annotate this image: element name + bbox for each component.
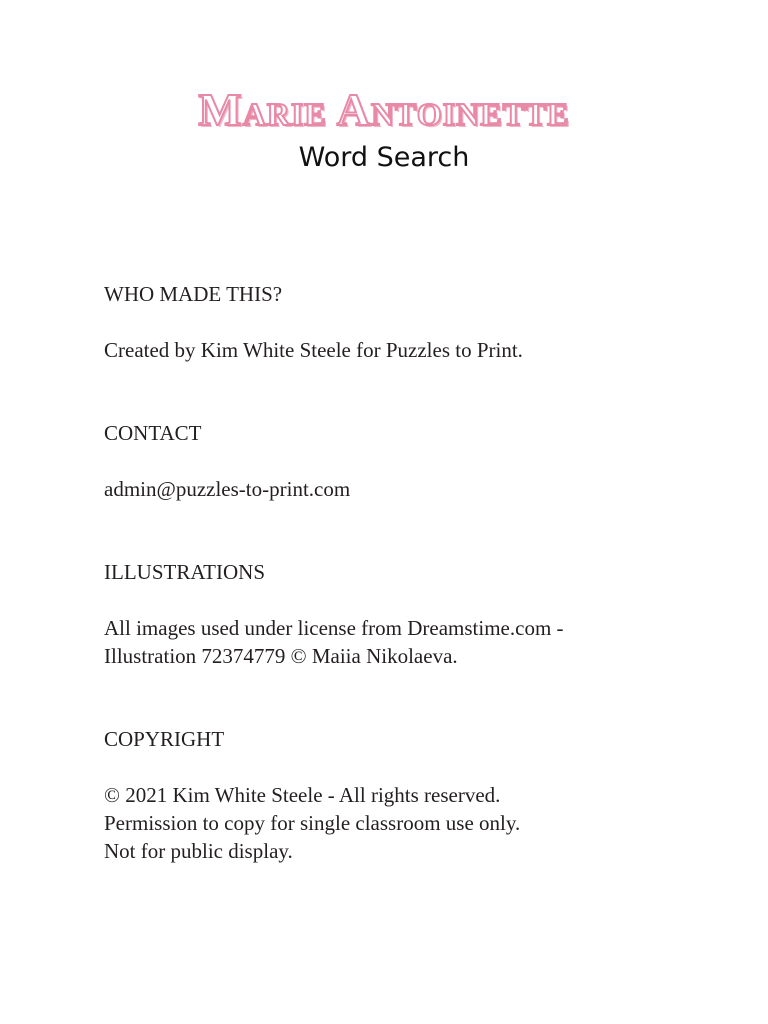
credits-content: [104, 280, 704, 865]
section-heading: COPYRIGHT: [104, 727, 225, 751]
section-text: All images used under license from Dreamstime.com -: [104, 616, 564, 640]
section-illustrations: [104, 558, 704, 670]
section-copyright: [104, 725, 704, 865]
section-text: Created by Kim White Steele for Puzzles to Print.: [104, 338, 523, 362]
section-text: Illustration 72374779 © Maiia Nikolaeva.: [104, 644, 458, 668]
contact-email: admin@puzzles-to-print.com: [104, 477, 351, 501]
section-who-made: [104, 280, 704, 364]
section-text: © 2021 Kim White Steele - All rights reserved.: [104, 783, 501, 807]
section-text: Not for public display.: [104, 839, 293, 863]
page-title: [0, 82, 768, 138]
section-heading: ILLUSTRATIONS: [104, 560, 265, 584]
section-heading: WHO MADE THIS?: [104, 282, 283, 306]
title-text: Marie Antoinette: [198, 84, 570, 135]
section-heading: CONTACT: [104, 421, 202, 445]
section-text: Permission to copy for single classroom use only.: [104, 811, 521, 835]
section-contact: [104, 419, 704, 503]
page-subtitle: Word Search: [298, 142, 470, 173]
